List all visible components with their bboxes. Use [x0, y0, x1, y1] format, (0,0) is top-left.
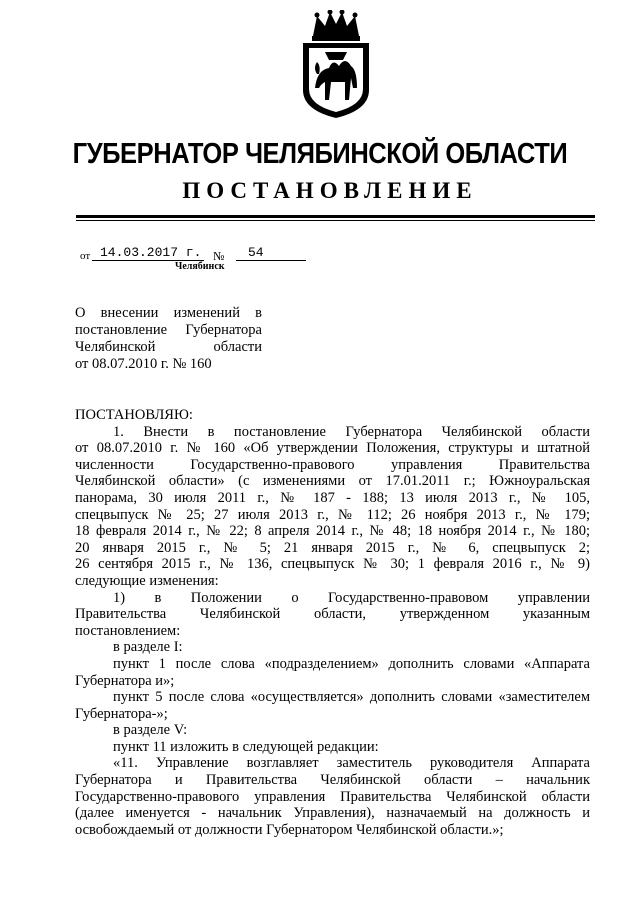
document-subject — [75, 305, 262, 373]
subject-line: Челябинской области — [75, 339, 262, 355]
body-line: от 08.07.2010 г. № 160 «Об утверждении Положения, структуры и штатной — [75, 440, 590, 457]
body-line: освобождаемый от должности Губернатором Челябинской области.»; — [75, 821, 504, 838]
body-line: Челябинской области» (с изменениями от 17.01.2011 г.; Южноуральская — [75, 473, 590, 490]
body-line: 1) в Положении о Государственно-правовом управлении — [113, 589, 590, 606]
body-line: ПОСТАНОВЛЯЮ: — [75, 407, 193, 423]
body-line: Губернатора и Правительства Челябинской области – начальник — [75, 772, 590, 789]
body-line: (далее именуется - начальник Управления), назначаемый на должность и — [75, 805, 590, 822]
body-line: в разделе I: — [113, 639, 183, 656]
coat-of-arms-icon — [295, 10, 377, 120]
body-line: пункт 5 после слова «осуществляется» дополнить словами «заместителем — [113, 689, 590, 706]
body-line: панорама, 30 июля 2011 г., № 187 - 188; 13 июля 2013 г., № 105, — [75, 489, 590, 506]
document-date: 14.03.2017 г. — [92, 245, 204, 261]
document-type: ПОСТАНОВЛЕНИЕ — [182, 178, 478, 203]
body-line: пункт 11 изложить в следующей редакции: — [113, 738, 379, 755]
body-line: в разделе V: — [113, 722, 188, 739]
body-line: следующие изменения: — [75, 572, 219, 589]
subject-line: от 08.07.2010 г. № 160 — [75, 356, 212, 372]
body-line: спецвыпуск № 25; 27 июля 2013 г., № 112; 26 ноября 2013 г., № 179; — [75, 506, 590, 523]
body-line: Губернатора и»; — [75, 672, 175, 689]
body-line: пункт 1 после слова «подразделением» дополнить словами «Аппарата — [113, 655, 590, 672]
body-line: 1. Внести в постановление Губернатора Челябинской области — [113, 423, 590, 440]
header-rule-thin — [76, 220, 595, 221]
body-line: 20 января 2015 г., № 5; 21 января 2015 г., № 6, спецвыпуск 2; — [75, 539, 590, 556]
subject-line: постановление Губернатора — [75, 322, 262, 338]
date-prefix: от — [80, 250, 91, 262]
header-rule-thick — [76, 215, 595, 218]
body-line: 26 сентября 2015 г., № 136, спецвыпуск № 30; 1 февраля 2016 г., № 9) — [75, 556, 590, 573]
body-line: постановлением: — [75, 622, 181, 639]
document-number: 54 — [236, 245, 306, 261]
document-body — [75, 407, 590, 838]
body-line: 18 февраля 2014 г., № 22; 8 апреля 2014 г., № 48; 18 ноября 2014 г., № 180; — [75, 523, 590, 540]
subject-line: О внесении изменений в — [75, 305, 262, 321]
document-city: Челябинск — [175, 261, 225, 272]
body-line: численности Государственно-правового управления Правительства — [75, 456, 590, 473]
body-line: Губернатора-»; — [75, 705, 168, 722]
body-line: «11. Управление возглавляет заместитель руководителя Аппарата — [113, 755, 590, 772]
number-prefix: № — [213, 249, 225, 263]
issuer-title: ГУБЕРНАТОР ЧЕЛЯБИНСКОЙ ОБЛАСТИ — [72, 138, 568, 170]
body-line: Правительства Челябинской области, утвержденном указанным — [75, 606, 590, 623]
body-line: Государственно-правового управления Правительства Челябинской области — [75, 788, 590, 805]
